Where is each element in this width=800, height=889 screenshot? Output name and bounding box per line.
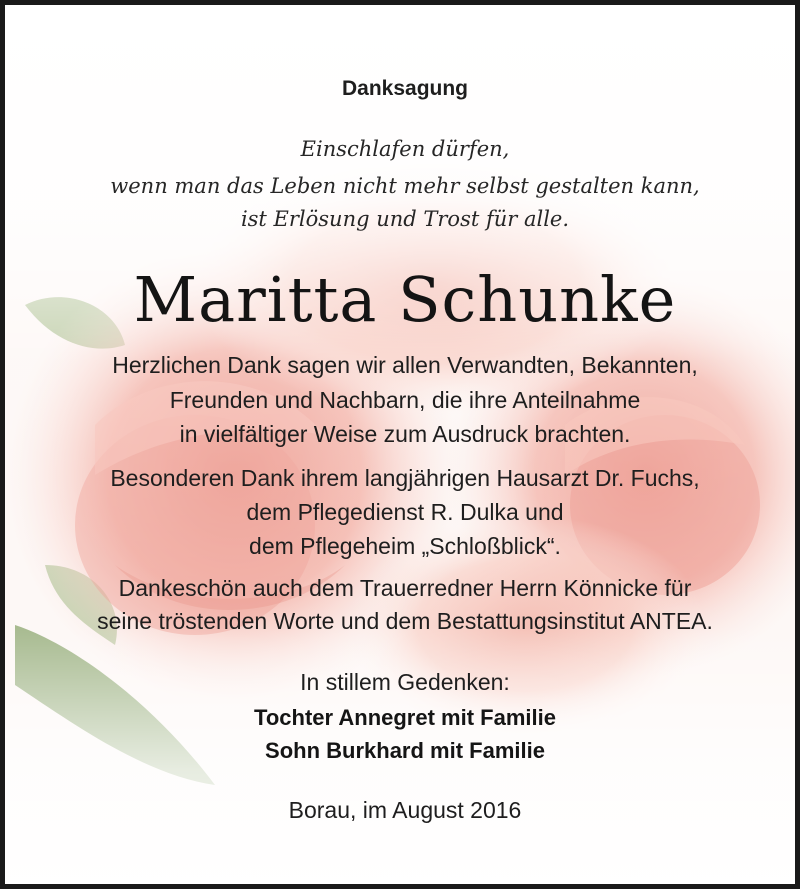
poem-line: ist Erlösung und Trost für alle. [240,207,570,231]
thanks-line: Herzlichen Dank sagen wir allen Verwandten, Bekannten, [112,352,698,378]
poem-line: Einschlafen dürfen, [300,137,510,161]
thanks-line: Freunden und Nachbarn, die ihre Anteilnahme [169,387,641,413]
thanks-line: seine tröstenden Worte und dem Bestattungsinstitut ANTEA. [97,608,713,634]
thanks-line: dem Pflegedienst R. Dulka und [246,499,564,525]
memorial-line: In stillem Gedenken: [300,669,510,695]
notice-heading: Danksagung [341,77,469,100]
signatory: Tochter Annegret mit Familie [254,705,556,730]
signatory: Sohn Burkhard mit Familie [265,738,545,763]
thanks-line: Dankeschön auch dem Trauerredner Herrn Könnicke für [118,575,692,601]
thanks-line: Besonderen Dank ihrem langjährigen Hausarzt Dr. Fuchs, [110,465,700,491]
thanks-line: in vielfältiger Weise zum Ausdruck brachten. [179,421,631,447]
poem-line: wenn man das Leben nicht mehr selbst gestalten kann, [110,174,700,198]
thanks-line: dem Pflegeheim „Schloßblick“. [249,533,561,559]
place-date: Borau, im August 2016 [288,797,522,823]
deceased-name: Maritta Schunke [133,263,677,336]
notice-content [5,5,800,889]
